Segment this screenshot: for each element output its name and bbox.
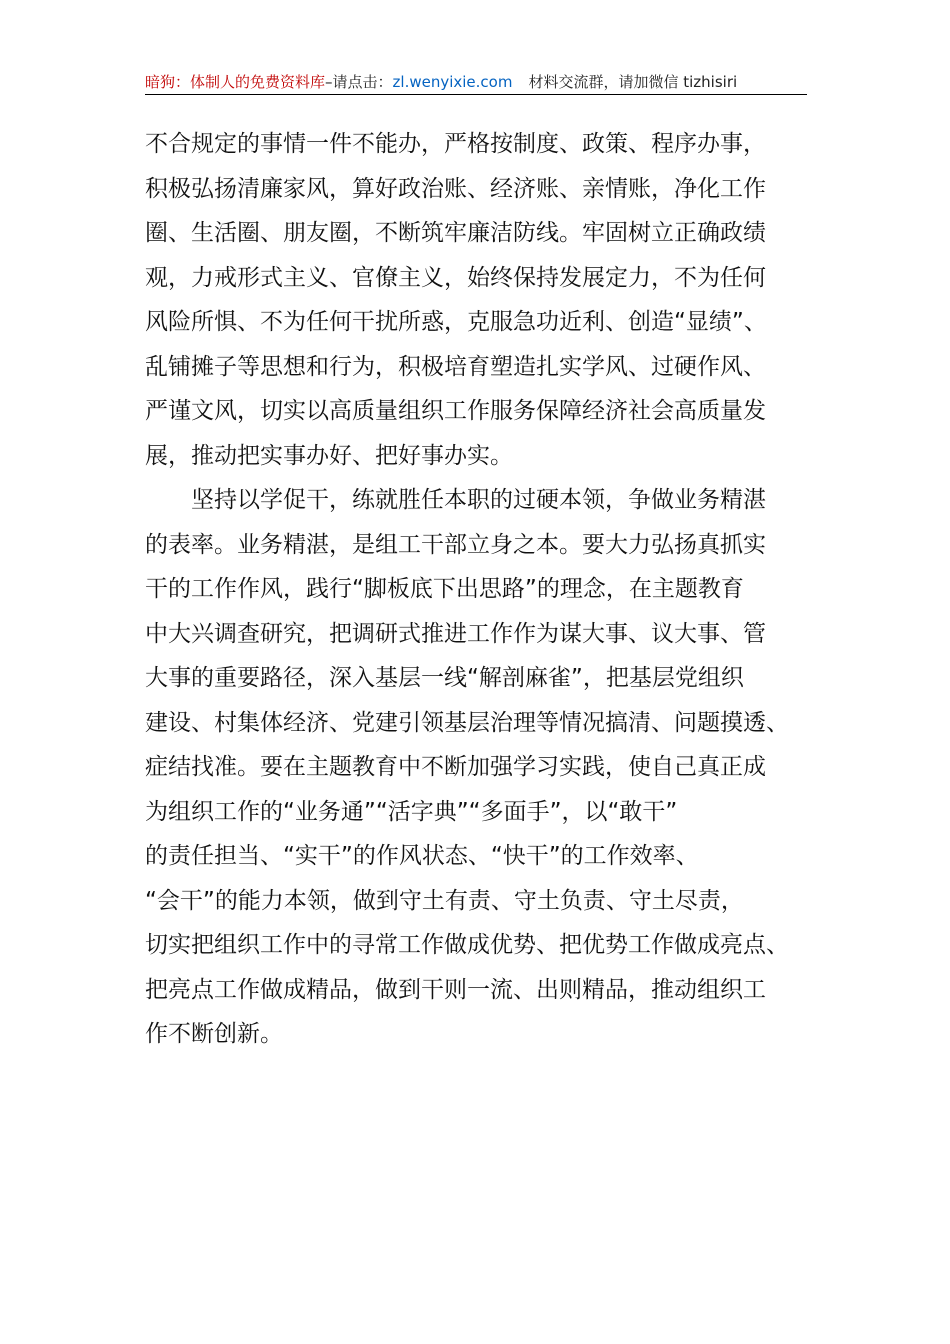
text-line: 建设、村集体经济、党建引领基层治理等情况搞清、问题摸透、 [145, 709, 789, 736]
paragraph-2 [145, 478, 810, 1057]
paragraph-1 [145, 122, 810, 478]
text-line: 症结找准。要在主题教育中不断加强学习实践，使自己真正成 [145, 754, 766, 780]
header-brand: 暗狗：体制人的免费资料库 [145, 73, 326, 91]
text-line: 大事的重要路径，深入基层一线“解剖麻雀”，把基层党组织 [145, 665, 744, 691]
text-line: 风险所惧、不为任何干扰所惑，克服急功近利、创造“显绩”、 [145, 309, 767, 335]
text-line: 中大兴调查研究，把调研式推进工作作为谋大事、议大事、管 [145, 620, 766, 647]
text-line: 观，力戒形式主义、官僚主义，始终保持发展定力，不为任何 [145, 264, 766, 291]
text-line: 切实把组织工作中的寻常工作做成优势、把优势工作做成亮点、 [145, 932, 789, 958]
text-line: 展，推动把实事办好、把好事办实。 [145, 442, 513, 469]
text-line: 积极弘扬清廉家风，算好政治账、经济账、亲情账，净化工作 [145, 175, 766, 202]
text-line: 坚持以学促干，练就胜任本职的过硬本领，争做业务精湛 [191, 487, 766, 513]
text-line: 把亮点工作做成精品，做到干则一流、出则精品，推动组织工 [145, 976, 766, 1003]
text-line: 的责任担当、“实干”的作风状态、“快干”的工作效率、 [145, 843, 699, 869]
text-line: 乱铺摊子等思想和行为，积极培育塑造扎实学风、过硬作风、 [145, 353, 766, 380]
text-line: 严谨文风，切实以高质量组织工作服务保障经济社会高质量发 [145, 398, 766, 424]
text-line: “会干”的能力本领，做到守土有责、守土负责、守土尽责， [145, 887, 744, 914]
header-divider [145, 94, 807, 95]
page-header [145, 72, 805, 96]
text-line: 为组织工作的“业务通”“活字典”“多面手”，以“敢干” [145, 798, 678, 825]
document-body [145, 122, 810, 1057]
header-url-link[interactable]: zl.wenyixie.com [392, 73, 513, 91]
text-line: 的表率。业务精湛，是组工干部立身之本。要大力弘扬真抓实 [145, 531, 766, 558]
text-line: 圈、生活圈、朋友圈，不断筑牢廉洁防线。牢固树立正确政绩 [145, 220, 766, 246]
text-line: 干的工作作风，践行“脚板底下出思路”的理念，在主题教育 [145, 576, 744, 602]
text-line: 不合规定的事情一件不能办，严格按制度、政策、程序办事， [145, 131, 766, 157]
header-wechat-note: 材料交流群，请加微信 tizhisiri [528, 73, 738, 91]
text-line: 作不断创新。 [145, 1021, 283, 1047]
header-click-prompt: –请点击： [325, 73, 393, 91]
